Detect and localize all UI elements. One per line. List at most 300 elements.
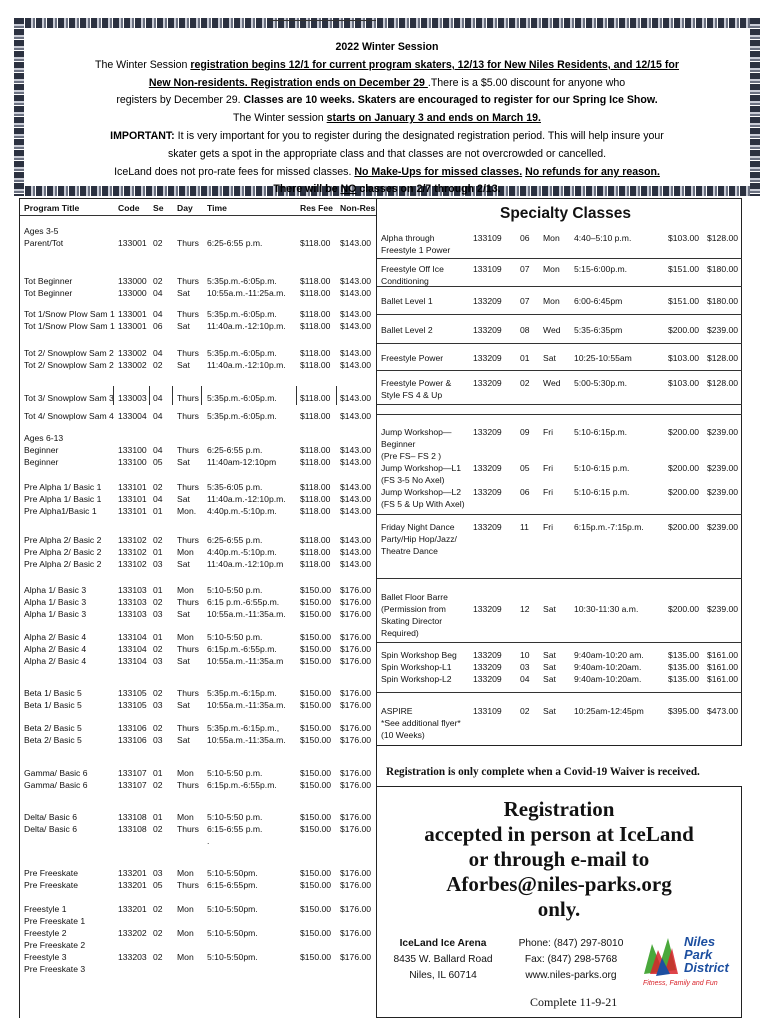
- table-cell: $118.00: [300, 506, 331, 516]
- notice-text: IMPORTANT:: [110, 129, 175, 142]
- program-title: Beta 2/ Basic 5: [24, 735, 82, 745]
- table-cell: 133102: [118, 559, 147, 569]
- table-cell: $143.00: [340, 276, 372, 286]
- table-cell: $176.00: [340, 688, 372, 698]
- table-cell: $143.00: [340, 288, 372, 298]
- table-cell: Thurs: [177, 348, 199, 358]
- program-title: Parent/Tot: [24, 238, 64, 248]
- table-cell: 02: [153, 688, 163, 698]
- program-title: Beta 1/ Basic 5: [24, 700, 82, 710]
- table-cell: 03: [153, 868, 163, 878]
- table-cell: $239.00: [707, 487, 739, 497]
- arena-address: [388, 936, 498, 984]
- table-cell: $176.00: [340, 928, 372, 938]
- specialty-title-cell: Required): [381, 628, 419, 638]
- table-cell: $161.00: [707, 674, 739, 684]
- table-cell: 05: [520, 463, 530, 473]
- notice-text: classes on 2/7 through 2/13.: [356, 183, 501, 196]
- table-cell: $128.00: [707, 378, 739, 388]
- program-title: Tot Beginner: [24, 276, 73, 286]
- table-cell: 133101: [118, 482, 147, 492]
- program-title: Gamma/ Basic 6: [24, 768, 88, 778]
- table-cell: Sat: [177, 288, 190, 298]
- table-cell: $118.00: [300, 547, 331, 557]
- table-cell: $150.00: [300, 868, 332, 878]
- table-cell: 10:55a.m.-11:35a.m: [207, 656, 284, 666]
- table-cell: 133209: [473, 662, 502, 672]
- specialty-title-cell: Freestyle Power: [381, 353, 444, 363]
- specialty-title-cell: Ballet Floor Barre: [381, 592, 448, 602]
- program-title: Tot 4/ Snowplow Sam 4: [24, 411, 114, 421]
- table-cell: $150.00: [300, 585, 332, 595]
- notice-title: 2022 Winter Session: [335, 41, 439, 53]
- table-cell: 10:30-11:30 a.m.: [574, 604, 639, 614]
- table-cell: 133209: [473, 487, 502, 497]
- specialty-title-cell: (Permission from: [381, 604, 446, 614]
- table-cell: 133105: [118, 688, 147, 698]
- table-cell: 133106: [118, 735, 147, 745]
- table-cell: $200.00: [668, 487, 700, 497]
- table-cell: 04: [520, 674, 530, 684]
- completion-date: Complete 11-9-21: [530, 995, 618, 1009]
- table-cell: 04: [153, 393, 163, 403]
- table-cell: 133002: [118, 348, 147, 358]
- notice-text: There will be: [273, 183, 341, 196]
- table-cell: 07: [520, 296, 530, 306]
- table-cell: $176.00: [340, 952, 372, 962]
- table-cell: 9:40am-10:20 am.: [574, 650, 644, 660]
- table-cell: 02: [153, 723, 163, 733]
- table-cell: Sat: [177, 735, 190, 745]
- registration-line: accepted in person at IceLand: [424, 822, 694, 846]
- specialty-title-cell: Party/Hip Hop/Jazz/: [381, 534, 457, 544]
- table-cell: Fri: [543, 522, 554, 532]
- program-title: Pre Alpha 2/ Basic 2: [24, 535, 102, 545]
- table-cell: Sat: [177, 656, 190, 666]
- table-cell: 06: [153, 321, 163, 331]
- specialty-title-cell: Alpha through: [381, 233, 435, 243]
- table-cell: $176.00: [340, 585, 372, 595]
- table-cell: 5:10-5:50pm.: [207, 928, 258, 938]
- specialty-title-cell: (FS 3-5 No Axel): [381, 475, 445, 485]
- specialty-title-cell: Freestyle 1 Power: [381, 245, 451, 255]
- table-cell: 02: [153, 238, 163, 248]
- column-divider: [149, 386, 150, 405]
- table-cell: 133107: [118, 768, 147, 778]
- program-title: Tot 1/Snow Plow Sam 1: [24, 309, 115, 319]
- program-title: Delta/ Basic 6: [24, 812, 78, 822]
- table-cell: 133209: [473, 522, 502, 532]
- table-cell: $176.00: [340, 632, 372, 642]
- table-cell: 5:15-6:00p.m.: [574, 264, 628, 274]
- table-cell: 5:35p.m.-6:05p.m.: [207, 309, 277, 319]
- table-cell: 6:25-6:55 p.m.: [207, 535, 263, 545]
- table-cell: 02: [153, 535, 163, 545]
- table-cell: $150.00: [300, 812, 332, 822]
- program-title: Pre Alpha 2/ Basic 2: [24, 547, 102, 557]
- table-cell: $150.00: [300, 688, 332, 698]
- table-cell: 5:10-5:50 p.m.: [207, 812, 263, 822]
- table-cell: $176.00: [340, 880, 372, 890]
- row-divider: [377, 286, 742, 287]
- table-cell: $143.00: [340, 535, 372, 545]
- table-cell: 5:35p.m.-6:05p.m.: [207, 276, 277, 286]
- table-cell: Mon: [177, 868, 194, 878]
- table-cell: 6:15 p.m.-6:55p.m.: [207, 597, 280, 607]
- table-cell: $143.00: [340, 494, 372, 504]
- table-cell: $150.00: [300, 824, 332, 834]
- table-cell: $200.00: [668, 604, 700, 614]
- notice-text: NO: [340, 183, 357, 196]
- program-title: Freestyle 1: [24, 904, 67, 914]
- table-cell: $143.00: [340, 457, 372, 467]
- table-cell: 133209: [473, 378, 502, 388]
- column-header: Program Title: [24, 203, 80, 213]
- table-cell: 5:10-5:50 p.m.: [207, 632, 263, 642]
- table-cell: $143.00: [340, 506, 372, 516]
- table-cell: Sat: [543, 353, 556, 363]
- table-cell: 10:55a.m.-11:25a.m.: [207, 288, 286, 298]
- table-cell: 5:10-5:50 p.m.: [207, 585, 263, 595]
- table-cell: $118.00: [300, 348, 331, 358]
- table-cell: 133203: [118, 952, 147, 962]
- column-header: Time: [207, 203, 227, 213]
- table-cell: $176.00: [340, 609, 372, 619]
- table-cell: $143.00: [340, 393, 372, 403]
- table-cell: 06: [520, 487, 530, 497]
- table-cell: 5:10-6:15 p.m.: [574, 463, 630, 473]
- table-cell: 11: [520, 522, 529, 532]
- table-cell: Thurs: [177, 445, 199, 455]
- table-cell: 6:00-6:45pm: [574, 296, 623, 306]
- table-cell: Mon: [543, 264, 560, 274]
- table-cell: $150.00: [300, 656, 332, 666]
- table-cell: Thurs: [177, 597, 199, 607]
- table-cell: 133102: [118, 535, 147, 545]
- registration-line: only.: [537, 897, 581, 921]
- table-cell: $176.00: [340, 824, 372, 834]
- table-cell: Mon: [543, 296, 560, 306]
- notice-text: IceLand does not pro-rate fees for missed classes.: [114, 165, 355, 178]
- table-cell: $118.00: [300, 393, 331, 403]
- table-cell: 05: [153, 457, 163, 467]
- program-title: Ages 6-13: [24, 433, 64, 443]
- logo-tagline: Fitness, Family and Fun: [643, 980, 718, 987]
- notice-text: The Winter session: [233, 112, 327, 125]
- table-cell: 04: [153, 348, 163, 358]
- table-cell: 133105: [118, 700, 147, 710]
- table-cell: 02: [153, 928, 163, 938]
- specialty-title-cell: Freestyle Power &: [381, 378, 452, 388]
- table-cell: 02: [153, 644, 163, 654]
- table-cell: 133103: [118, 597, 147, 607]
- specialty-title-cell: ASPIRE: [381, 706, 413, 716]
- table-cell: 6:15-6:55 p.m.: [207, 824, 263, 834]
- table-cell: 02: [153, 824, 163, 834]
- table-cell: $176.00: [340, 723, 372, 733]
- registration-text: [376, 797, 742, 922]
- registration-email[interactable]: Aforbes@niles-parks.org: [446, 872, 672, 896]
- table-cell: 03: [153, 656, 163, 666]
- table-cell: $473.00: [707, 706, 739, 716]
- program-title: Freestyle 3: [24, 952, 67, 962]
- table-cell: 10:25am-12:45pm: [574, 706, 644, 716]
- table-cell: 133201: [118, 880, 147, 890]
- table-cell: $135.00: [668, 674, 700, 684]
- table-cell: $118.00: [300, 276, 331, 286]
- table-cell: $150.00: [300, 644, 332, 654]
- program-title: Delta/ Basic 6: [24, 824, 78, 834]
- table-cell: 6:25-6:55 p.m.: [207, 445, 263, 455]
- row-divider: [377, 414, 742, 415]
- table-cell: Sat: [177, 360, 190, 370]
- table-cell: 133109: [473, 706, 502, 716]
- table-cell: Mon: [543, 233, 560, 243]
- table-cell: 133209: [473, 427, 502, 437]
- program-title: Alpha 2/ Basic 4: [24, 632, 87, 642]
- logo-text: Park: [684, 947, 713, 962]
- table-cell: Sat: [543, 662, 556, 672]
- table-cell: $103.00: [668, 378, 700, 388]
- table-cell: $161.00: [707, 650, 739, 660]
- specialty-title-cell: Spin Workshop-L1: [381, 662, 452, 672]
- column-divider: [113, 386, 114, 405]
- specialty-title-cell: (Pre FS– FS 2 ): [381, 451, 442, 461]
- table-cell: 5:35p.m.-6:15p.m.,: [207, 723, 280, 733]
- table-cell: $143.00: [340, 348, 372, 358]
- table-cell: 133209: [473, 463, 502, 473]
- table-cell: $135.00: [668, 650, 700, 660]
- table-cell: 01: [153, 812, 163, 822]
- table-cell: 02: [153, 952, 163, 962]
- table-cell: Fri: [543, 463, 554, 473]
- table-cell: $143.00: [340, 238, 372, 248]
- program-title: Freestyle 2: [24, 928, 67, 938]
- table-cell: 02: [520, 378, 530, 388]
- table-cell: 133002: [118, 360, 147, 370]
- table-cell: $180.00: [707, 264, 739, 274]
- table-cell: 4:40p.m.-5:10p.m.: [207, 506, 277, 516]
- program-title: Alpha 1/ Basic 3: [24, 609, 87, 619]
- table-cell: $150.00: [300, 632, 332, 642]
- table-cell: 04: [153, 309, 163, 319]
- table-cell: Sat: [543, 650, 556, 660]
- table-cell: 133107: [118, 780, 147, 790]
- table-cell: 02: [153, 482, 163, 492]
- table-cell: 133108: [118, 824, 147, 834]
- table-cell: Wed: [543, 325, 561, 335]
- table-cell: Sat: [177, 559, 190, 569]
- table-cell: Thurs: [177, 276, 199, 286]
- program-title: Beta 2/ Basic 5: [24, 723, 82, 733]
- table-cell: 133101: [118, 494, 147, 504]
- table-cell: 02: [153, 597, 163, 607]
- table-cell: $150.00: [300, 768, 332, 778]
- notice-text: starts on January 3 and ends on March 19.: [326, 112, 541, 125]
- table-cell: 11:40a.m.-12:10p.m: [207, 559, 284, 569]
- table-cell: 133001: [118, 309, 147, 319]
- registration-line: Registration: [503, 797, 615, 821]
- table-cell: 02: [153, 780, 163, 790]
- website-link[interactable]: www.niles-parks.org: [525, 970, 617, 981]
- phone-number: Phone: (847) 297-8010: [518, 938, 624, 949]
- logo-text: District: [684, 960, 729, 975]
- table-cell: 03: [153, 700, 163, 710]
- table-cell: Mon: [177, 812, 194, 822]
- table-cell: $176.00: [340, 780, 372, 790]
- specialty-title-cell: Freestyle Off Ice: [381, 264, 444, 274]
- table-cell: Mon: [177, 904, 194, 914]
- table-cell: 5:00-5:30p.m.: [574, 378, 628, 388]
- table-cell: 133108: [118, 812, 147, 822]
- program-title: Pre Freeskate 3: [24, 964, 86, 974]
- table-cell: 01: [153, 585, 163, 595]
- registration-line: or through e-mail to: [468, 847, 650, 871]
- table-cell: 5:35p.m.-6:05p.m.: [207, 393, 277, 403]
- table-cell: 5:10-6:15 p.m.: [574, 487, 630, 497]
- table-cell: 5:10-5:50pm.: [207, 904, 258, 914]
- table-cell: 01: [153, 768, 163, 778]
- table-cell: 11:40a.m.-12:10p.m.: [207, 360, 286, 370]
- table-cell: $118.00: [300, 482, 331, 492]
- table-cell: 12: [520, 604, 530, 614]
- table-cell: $143.00: [340, 360, 372, 370]
- table-cell: 133209: [473, 296, 502, 306]
- column-header: Code: [118, 203, 140, 213]
- column-header: Res Fee: [300, 203, 333, 213]
- specialty-title-cell: Skating Director: [381, 616, 443, 626]
- table-cell: Thurs: [177, 824, 199, 834]
- table-cell: $150.00: [300, 723, 332, 733]
- table-cell: 02: [520, 706, 530, 716]
- table-cell: $176.00: [340, 597, 372, 607]
- table-cell: 6:15p.m.-7:15p.m.: [574, 522, 644, 532]
- table-cell: 9:40am-10:20am.: [574, 674, 642, 684]
- specialty-title-cell: Style FS 4 & Up: [381, 390, 443, 400]
- table-cell: $150.00: [300, 735, 332, 745]
- table-cell: 133109: [473, 264, 502, 274]
- table-cell: $239.00: [707, 325, 739, 335]
- table-cell: 4:40p.m.-5:10p.m.: [207, 547, 277, 557]
- table-cell: $118.00: [300, 360, 331, 370]
- table-cell: 5:35-6:35pm: [574, 325, 623, 335]
- table-cell: 5:10-6:15p.m.: [574, 427, 628, 437]
- table-cell: 133000: [118, 288, 147, 298]
- table-cell: 5:10-5:50pm.: [207, 952, 258, 962]
- table-cell: 133004: [118, 411, 147, 421]
- table-cell: $239.00: [707, 604, 739, 614]
- table-cell: 5:35p.m.-6:15p.m.: [207, 688, 277, 698]
- specialty-title-cell: Friday Night Dance: [381, 522, 455, 532]
- table-cell: $161.00: [707, 662, 739, 672]
- table-cell: 133201: [118, 868, 147, 878]
- table-cell: Sat: [177, 321, 190, 331]
- table-cell: $150.00: [300, 880, 332, 890]
- notice-text: No refunds for any reason.: [525, 165, 660, 178]
- table-cell: 07: [520, 264, 530, 274]
- table-cell: 133103: [118, 609, 147, 619]
- program-title: Tot 2/ Snowplow Sam 2: [24, 360, 114, 370]
- notice-text: registration begins 12/1 for current program skaters, 12/13 for New Niles Residents, and 12/15 for: [190, 58, 680, 71]
- table-cell: 133101: [118, 506, 147, 516]
- table-cell: Thurs: [177, 482, 199, 492]
- table-cell: $143.00: [340, 445, 372, 455]
- table-cell: 01: [153, 506, 163, 516]
- specialty-title-cell: (FS 5 & Up With Axel): [381, 499, 465, 509]
- table-cell: $176.00: [340, 868, 372, 878]
- specialty-title-cell: Spin Workshop-L2: [381, 674, 452, 684]
- table-cell: $176.00: [340, 904, 372, 914]
- table-cell: 133209: [473, 353, 502, 363]
- table-cell: 11:40am-12:10pm: [207, 457, 277, 467]
- notice-text: New Non-residents. Registration ends on December 29: [148, 76, 428, 89]
- table-cell: $151.00: [668, 264, 700, 274]
- table-cell: 01: [153, 632, 163, 642]
- table-cell: 133104: [118, 644, 147, 654]
- notice-text: No Make-Ups for missed classes.: [354, 165, 523, 178]
- table-cell: 11:40a.m.-12:10p.m.: [207, 321, 286, 331]
- notice-text: The Winter Session: [94, 58, 191, 71]
- program-title: Beta 1/ Basic 5: [24, 688, 82, 698]
- address-line: 8435 W. Ballard Road: [393, 954, 493, 965]
- table-cell: 133104: [118, 656, 147, 666]
- table-cell: $118.00: [300, 309, 331, 319]
- notice-text: Classes are 10 weeks. Skaters are encouraged to register for our Spring Ice Show.: [243, 94, 658, 107]
- program-title: Alpha 1/ Basic 3: [24, 597, 87, 607]
- table-cell: Mon: [177, 632, 194, 642]
- table-cell: .: [207, 836, 210, 846]
- specialty-title-cell: Jump Workshop—: [381, 427, 452, 437]
- table-cell: 6:15p.m.-6:55p.m.: [207, 780, 277, 790]
- row-divider: [377, 343, 742, 344]
- covid-waiver-note: Registration is only complete when a Covid-19 Waiver is received.: [386, 766, 700, 778]
- table-cell: 02: [153, 276, 163, 286]
- address-line: Niles, IL 60714: [409, 970, 477, 981]
- table-cell: 06: [520, 233, 530, 243]
- table-cell: 5:10-5:50 p.m.: [207, 768, 263, 778]
- row-divider: [377, 404, 742, 405]
- table-cell: 04: [153, 494, 163, 504]
- niles-park-district-logo: [640, 930, 738, 988]
- table-cell: $143.00: [340, 321, 372, 331]
- program-title: Tot 3/ Snowplow Sam 3: [24, 393, 114, 403]
- table-cell: 133202: [118, 928, 147, 938]
- program-title: Pre Alpha1/Basic 1: [24, 506, 97, 516]
- session-notice: [30, 39, 744, 199]
- table-cell: 133100: [118, 457, 147, 467]
- specialty-title-cell: Beginner: [381, 439, 416, 449]
- program-title: Ages 3-5: [24, 226, 59, 236]
- table-cell: $118.00: [300, 411, 331, 421]
- table-cell: 10:55a.m.-11:35a.m.: [207, 700, 286, 710]
- program-title: Alpha 2/ Basic 4: [24, 656, 87, 666]
- column-header: Day: [177, 203, 193, 213]
- table-cell: Thurs: [177, 780, 199, 790]
- table-cell: $150.00: [300, 597, 332, 607]
- table-cell: 133100: [118, 445, 147, 455]
- table-cell: 133209: [473, 650, 502, 660]
- table-cell: Sat: [177, 494, 190, 504]
- table-cell: Sat: [543, 706, 556, 716]
- table-cell: 5:35p.m.-6:05p.m.: [207, 348, 277, 358]
- table-cell: $118.00: [300, 457, 331, 467]
- table-cell: 133103: [118, 585, 147, 595]
- table-cell: 01: [153, 547, 163, 557]
- table-cell: $143.00: [340, 309, 372, 319]
- table-cell: $176.00: [340, 700, 372, 710]
- row-divider: [377, 314, 742, 315]
- specialty-title-cell: Conditioning: [381, 276, 429, 286]
